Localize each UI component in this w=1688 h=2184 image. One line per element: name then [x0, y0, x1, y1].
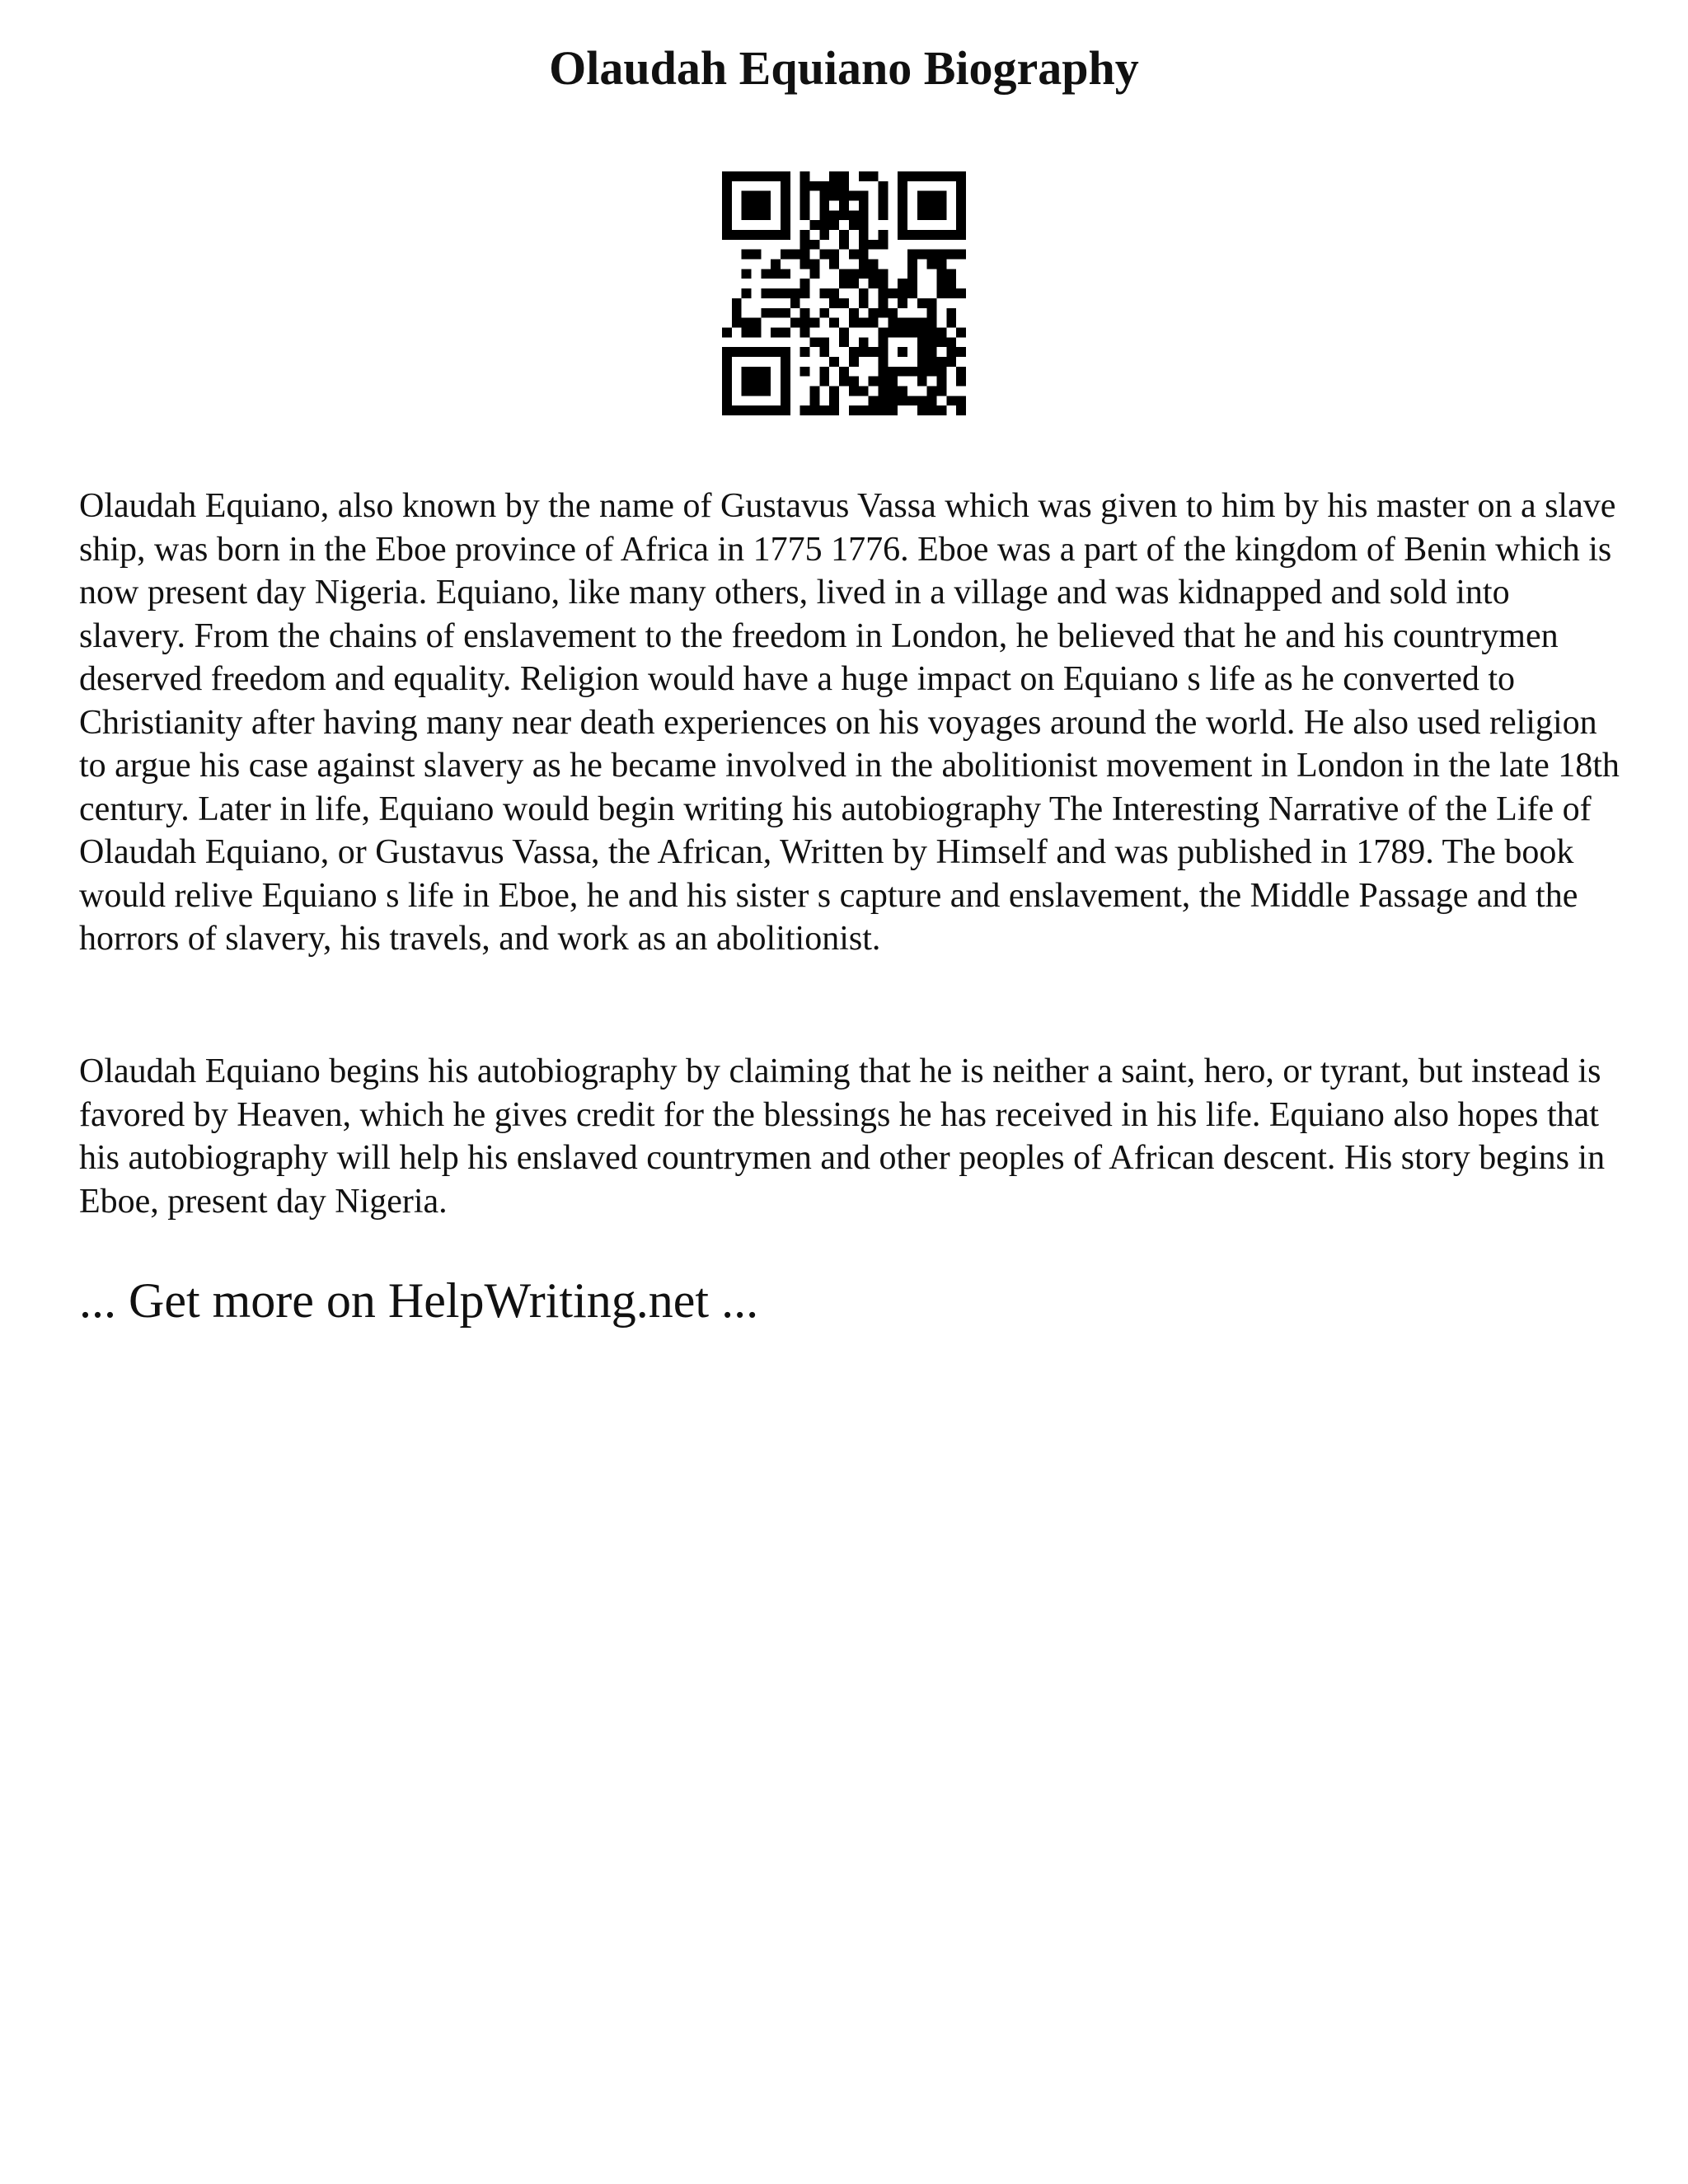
qr-code-icon — [722, 171, 966, 415]
paragraph-1: Olaudah Equiano, also known by the name of Gustavus Vassa which was given to him by his master on a slave ship, was born in the Eboe province of Africa in 1775 1776. Eboe was a part of the kingdom of Benin which is now present day Nigeria. Equiano, like many others, lived in a village and was kidnapped and sold into slavery. From the chains of enslavement to the freedom in London, he believed that he and his countrymen deserved freedom and equality. Religion would have a huge impact on Equiano s life as he converted to Christianity after having many near death experiences on his voyages around the world. He also used religion to argue his case against slavery as he became involved in the abolitionist movement in London in the late 18th century. Later in life, Equiano would begin writing his autobiography The Interesting Narrative of the Life of Olaudah Equiano, or Gustavus Vassa, the African, Written by Himself and was published in 1789. The book would relive Equiano s life in Eboe, he and his sister s capture and enslavement, the Middle Passage and the horrors of slavery, his travels, and work as an abolitionist. — [79, 487, 1620, 958]
document-title: Olaudah Equiano Biography — [549, 41, 1139, 95]
paragraph-2: Olaudah Equiano begins his autobiography by claiming that he is neither a saint, hero, or tyrant, but instead is favored by Heaven, which he gives credit for the blessings he has received in his life. Equiano also hopes that his autobiography will help his enslaved countrymen and other peoples of African descent. His story begins in Eboe, present day Nigeria. — [79, 1052, 1606, 1221]
get-more-link[interactable]: ... Get more on HelpWriting.net ... — [79, 1273, 759, 1328]
